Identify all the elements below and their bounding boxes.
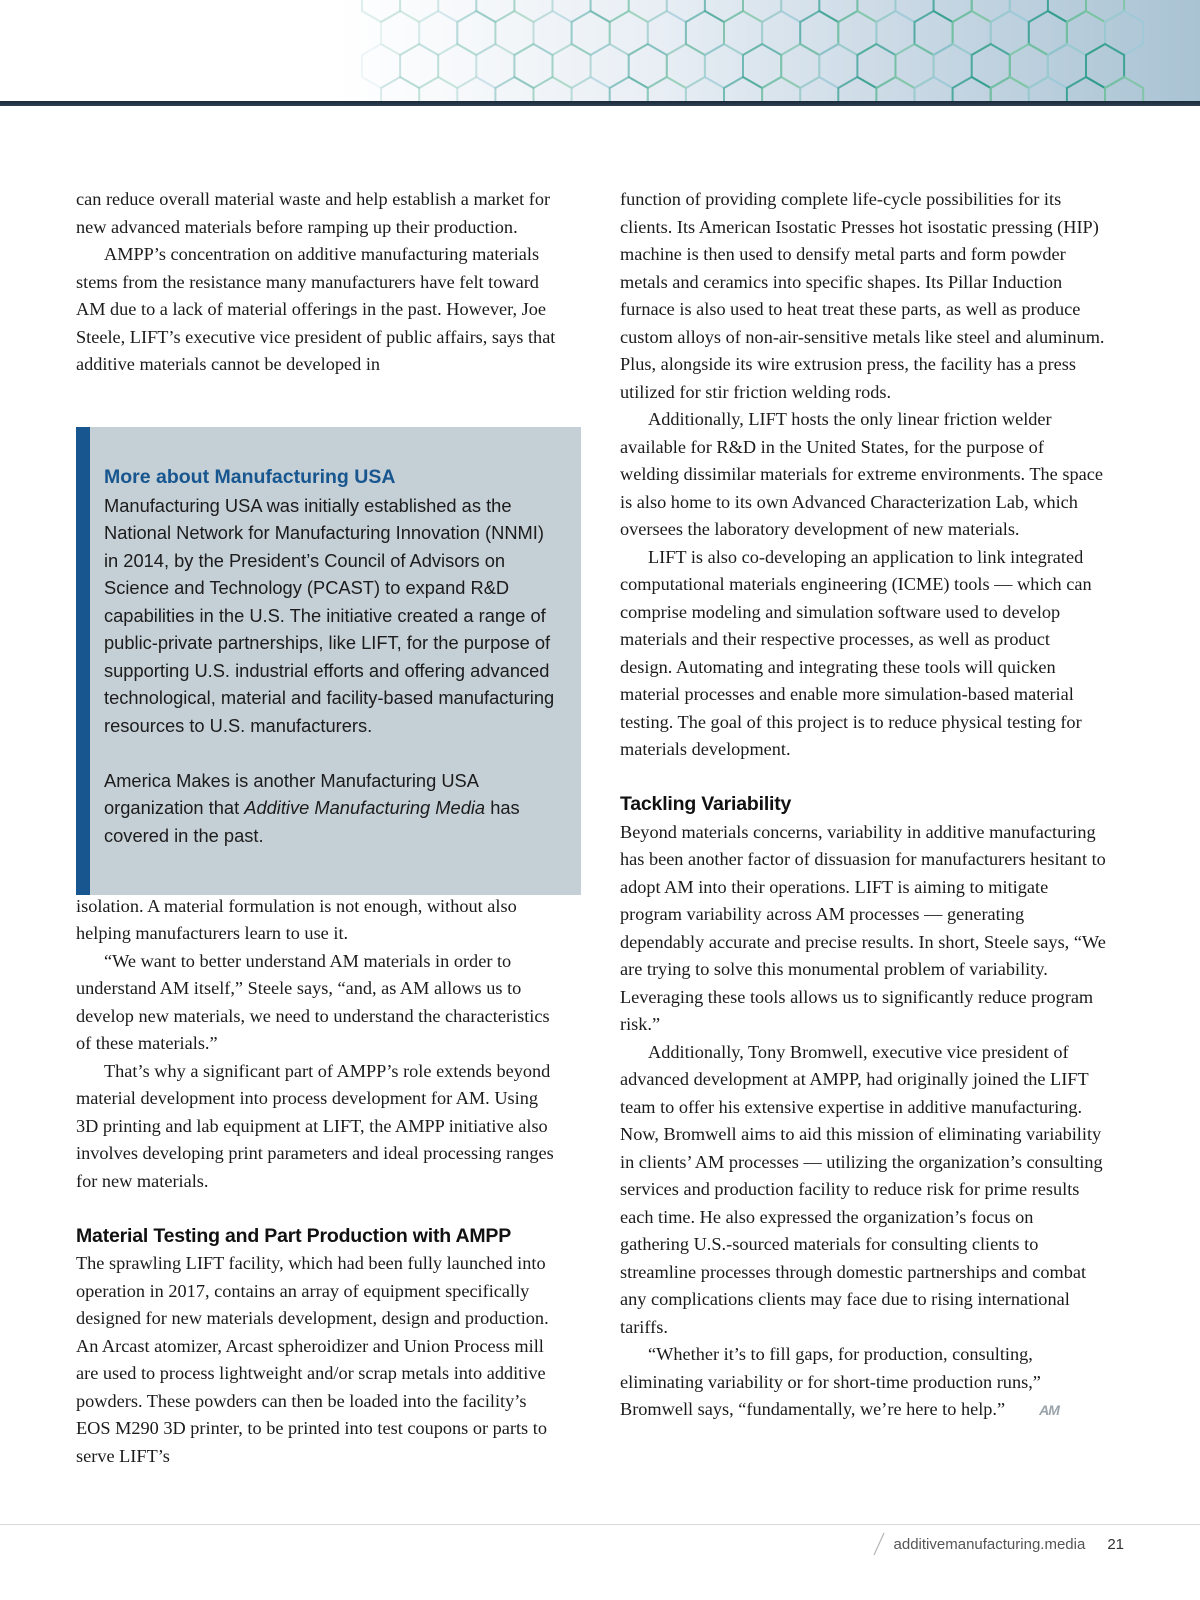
hexagon-shape xyxy=(1067,77,1105,104)
body-paragraph: isolation. A material formulation is not enough, without also helping manufacturers learn to use it. xyxy=(76,895,517,943)
right-column xyxy=(620,186,1106,1425)
hexagon-shape xyxy=(381,77,419,104)
hexagon-shape xyxy=(781,0,819,22)
hexagon-shape xyxy=(762,77,800,104)
sidebar-text: has covered in the past. xyxy=(104,797,520,846)
hexagon-shape xyxy=(667,0,705,22)
am-end-mark-icon: AM xyxy=(1039,1402,1059,1419)
footer-divider xyxy=(0,1524,1200,1525)
slash-icon xyxy=(872,1532,886,1556)
body-paragraph: The sprawling LIFT facility, which had been fully launched into operation in 2017, contains an array of equipment specifically designed for new materials development, design and production. An Arcast atomizer, Arcast spheroidizer and Union Process mill are used to process lightweight and/or scrap metals into additive powders. These powders can then be loaded into the facility’s EOS M290 3D printer, to be printed into test coupons or parts to serve LIFT’s xyxy=(76,1253,549,1466)
hexagon-shape xyxy=(876,77,914,104)
body-paragraph: That’s why a significant part of AMPP’s role extends beyond material development into process development for AM. Using 3D printing and lab equipment at LIFT, the AMPP initiative also involves developing print parameters and ideal processing ranges for new materials. xyxy=(76,1060,554,1191)
body-paragraph: AMPP’s concentration on additive manufacturing materials stems from the resistance many manufacturers have felt toward AM due to a lack of material offerings in the past. However, Joe Steele, LIFT’s executive vice president of public affairs, says that additive materials cannot be developed in xyxy=(76,244,556,374)
hexagon-shape xyxy=(553,0,591,22)
sidebar-text: America Makes is another Manufacturing USA organization that xyxy=(104,769,478,818)
closing-quote: “Whether it’s to fill gaps, for production, consulting, eliminating variability or for short-time production runs,” Bromwell says, “fundamentally, we’re here to help.” xyxy=(620,1344,1041,1419)
hexagon-shape xyxy=(629,0,667,22)
body-paragraph xyxy=(620,1341,1106,1425)
hexagon-shape xyxy=(991,77,1029,104)
hexagon-shape xyxy=(495,77,533,104)
hexagon-shape xyxy=(857,0,895,22)
hexagon-shape xyxy=(476,0,514,22)
page-footer xyxy=(872,1532,1124,1556)
body-paragraph: Additionally, LIFT hosts the only linear friction welder available for R&D in the United States, for the purpose of welding dissimilar materials for extreme environments. The space is also home to its own Advanced Characterization Lab, which oversees the laboratory development of new materials. xyxy=(620,409,1103,539)
hexagon-shape xyxy=(1029,77,1067,104)
body-paragraph: “We want to better understand AM materials in order to understand AM itself,” Steele says, “and, as AM allows us to develop new materials, we need to understand the characteristics of these materials.” xyxy=(76,950,550,1053)
hexagon-shape xyxy=(800,77,838,104)
section-heading: Material Testing and Part Production with AMPP xyxy=(76,1224,512,1247)
section-gap xyxy=(76,1195,562,1223)
body-paragraph: LIFT is also co-developing an application to link integrated computational materials engineering (ICME) tools — which can comprise modeling and simulation software used to develop materials and their respective processes, as well as product design. Automating and integrating these tools will quicken material processes and enable more simulation-based material testing. The goal of this project is to reduce physical testing for materials development. xyxy=(620,546,1092,759)
body-paragraph: function of providing complete life-cycle possibilities for its clients. Its American Isostatic Presses hot isostatic pressing (HIP) machine is then used to densify metal parts and form powder metals and ceramics into specific shapes. Its Pillar Induction furnace is also used to heat treat these parts, as well as produce custom alloys of non-air-sensitive metals like steel and aluminum. Plus, alongside its wire extrusion press, the facility has a press utilized for stir friction welding rods. xyxy=(620,189,1105,402)
hexagon-shape xyxy=(648,77,686,104)
hexagon-shape xyxy=(705,0,743,22)
hexagon-shape xyxy=(362,0,400,22)
hexagon-shape xyxy=(572,77,610,104)
publication-name: Additive Manufacturing Media xyxy=(244,797,486,818)
hexagon-shape xyxy=(400,0,438,22)
section-heading: Tackling Variability xyxy=(620,793,792,815)
sidebar-gap xyxy=(104,739,563,767)
hexagon-shape xyxy=(514,0,552,22)
hexagon-shape xyxy=(953,77,991,104)
hexagon-shape xyxy=(1048,0,1086,22)
hexagon-shape xyxy=(610,77,648,104)
hexagon-shape xyxy=(819,0,857,22)
hexagon-shape xyxy=(743,0,781,22)
page-number: 21 xyxy=(1107,1535,1124,1553)
sidebar-box xyxy=(76,427,581,895)
hexagon-shape xyxy=(1010,0,1048,22)
footer-website: additivemanufacturing.media xyxy=(893,1535,1086,1553)
hexagon-shape xyxy=(896,0,934,22)
hexagon-shape xyxy=(915,77,953,104)
hexagon-shape xyxy=(934,0,972,22)
sidebar-title: More about Manufacturing USA xyxy=(104,466,396,488)
body-paragraph: can reduce overall material waste and help establish a market for new advanced materials before ramping up their production. xyxy=(76,189,551,237)
hexagon-shape xyxy=(438,0,476,22)
header-banner xyxy=(0,0,1200,104)
hexagon-shape xyxy=(724,77,762,104)
header-divider xyxy=(0,101,1200,106)
hexagon-shape xyxy=(1105,77,1143,104)
hexagon-shape xyxy=(972,0,1010,22)
hexagon-shape xyxy=(1086,0,1124,22)
hexagon-shape xyxy=(591,0,629,22)
hexagon-pattern-graphic xyxy=(0,0,1200,104)
sidebar-paragraph xyxy=(104,767,563,850)
section-gap xyxy=(620,764,1106,792)
hexagon-shape xyxy=(838,77,876,104)
hexagon-shape xyxy=(534,77,572,104)
hexagon-shape xyxy=(686,77,724,104)
hexagon-shape xyxy=(457,77,495,104)
body-paragraph: Additionally, Tony Bromwell, executive vice president of advanced development at AMPP, had originally joined the LIFT team to offer his extensive expertise in additive manufacturing. Now, Bromwell aims to aid this mission of eliminating variability in clients’ AM processes — utilizing the organization’s consulting services and production facility to reduce risk for prime results each time. He also expressed the organization’s focus on gathering U.S.-sourced materials for consulting clients to streamline processes through domestic partnerships and combat any complications clients may face due to rising international tariffs. xyxy=(620,1041,1103,1337)
body-paragraph: Beyond materials concerns, variability in additive manufacturing has been another factor of dissuasion for manufacturers hesitant to adopt AM into their operations. LIFT is aiming to mitigate program variability across AM processes — generating dependably accurate and precise results. In short, Steele says, “We are trying to solve this monumental problem of variability. Leveraging these tools allows us to significantly reduce program risk.” xyxy=(620,821,1106,1034)
hexagon-shape xyxy=(419,77,457,104)
sidebar-paragraph: Manufacturing USA was initially established as the National Network for Manufacturing Innovation (NNMI) in 2014, by the President’s Council of Advisors on Science and Technology (PCAST) to expand R&D capabilities in the U.S. The initiative created a range of public-private partnerships, like LIFT, for the purpose of supporting U.S. industrial efforts and offering advanced technological, material and facility-based manufacturing resources to U.S. manufacturers. xyxy=(104,494,555,736)
